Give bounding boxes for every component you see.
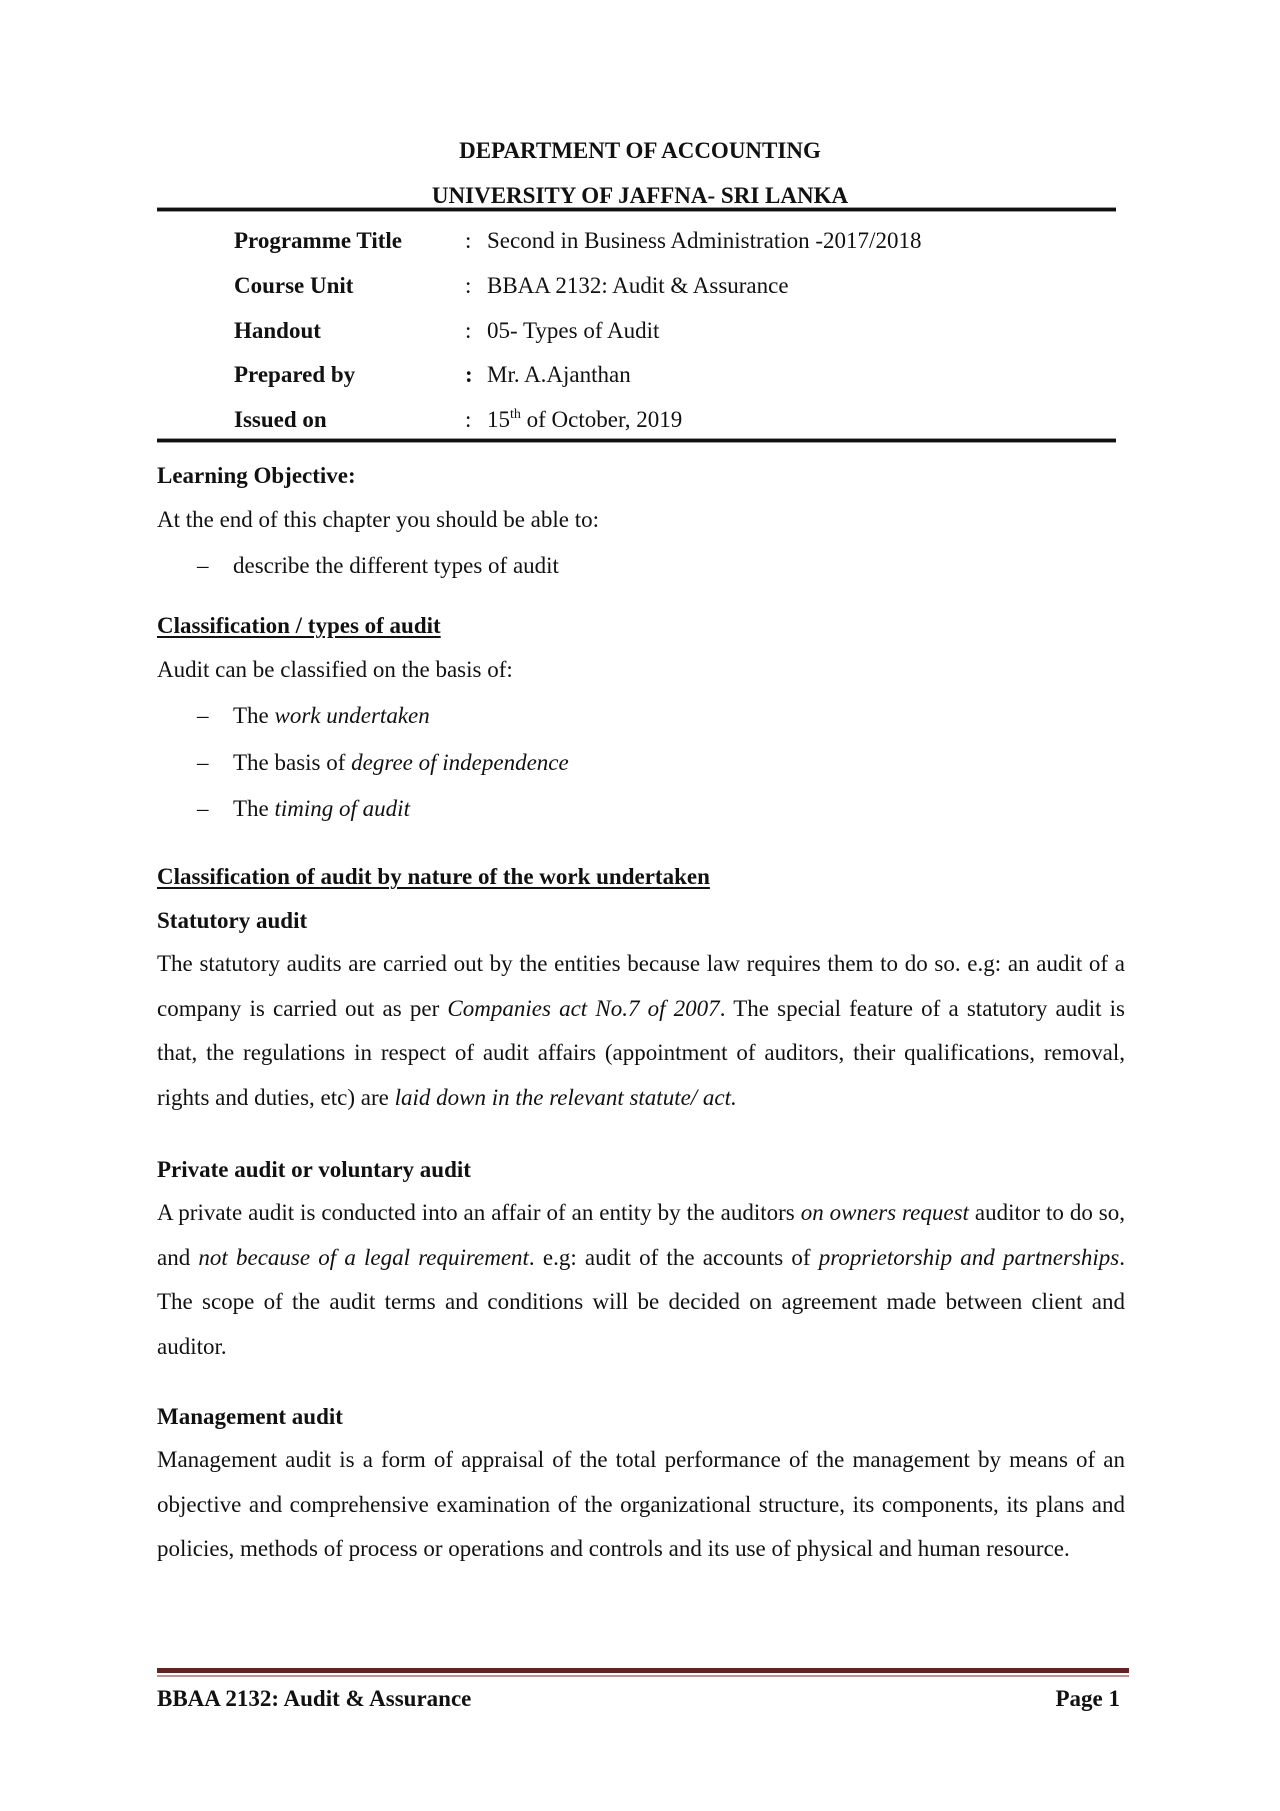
private-audit-paragraph (157, 1191, 1125, 1369)
header-top-rule (157, 208, 1116, 211)
classification-heading: Classification / types of audit (157, 613, 441, 638)
classification-bullet-work (233, 703, 430, 729)
course-unit-value: BBAA 2132: Audit & Assurance (487, 273, 789, 298)
classification-bullet-timing (233, 796, 410, 822)
bullet-text: The (233, 703, 275, 728)
header-bottom-rule (157, 439, 1116, 442)
issued-day: 15 (487, 407, 510, 432)
learning-objective-heading: Learning Objective: (157, 463, 356, 488)
paragraph-emphasis: proprietorship and partnerships (818, 1244, 1120, 1270)
paragraph-emphasis: not because of a legal requirement (198, 1244, 529, 1270)
issued-on-value (487, 407, 682, 433)
classification-intro: Audit can be classified on the basis of: (157, 657, 513, 682)
paragraph-text: . The scope of the audit terms and conditions will be decided on agreement made between client and auditor. (157, 1244, 1125, 1359)
paragraph-text: A private audit is conducted into an affair of an entity by the auditors (157, 1200, 801, 1225)
prepared-by-label: Prepared by (234, 362, 356, 387)
bullet-dash: – (197, 796, 209, 821)
bullet-emphasis: degree of independence (351, 750, 569, 775)
course-unit-label: Course Unit (234, 273, 354, 298)
handout-colon: : (465, 318, 472, 343)
management-audit-paragraph (157, 1438, 1125, 1572)
footer-course-title: BBAA 2132: Audit & Assurance (157, 1686, 472, 1711)
paragraph-emphasis: laid down in the relevant statute/ act. (394, 1084, 737, 1110)
programme-title-colon: : (465, 228, 472, 253)
footer-rule (157, 1668, 1129, 1673)
department-title: DEPARTMENT OF ACCOUNTING (459, 138, 821, 163)
issued-on-colon: : (465, 407, 472, 432)
paragraph-text: . e.g: audit of the accounts of (528, 1244, 819, 1270)
paragraph-emphasis: on owners request (800, 1200, 969, 1225)
management-audit-heading: Management audit (157, 1404, 343, 1429)
programme-title-label: Programme Title (234, 228, 402, 253)
handout-value: 05- Types of Audit (487, 318, 660, 343)
learning-objective-intro: At the end of this chapter you should be able to: (157, 507, 600, 532)
prepared-by-value: Mr. A.Ajanthan (487, 362, 631, 387)
bullet-dash: – (197, 703, 209, 728)
issued-on-label: Issued on (234, 407, 327, 432)
statutory-audit-paragraph (157, 942, 1125, 1120)
prepared-by-colon: : (465, 362, 473, 387)
university-title: UNIVERSITY OF JAFFNA- SRI LANKA (431, 183, 849, 208)
page-number: Page 1 (1055, 1686, 1120, 1711)
bullet-text: The (233, 796, 275, 821)
bullet-text: The basis of (233, 750, 352, 775)
paragraph-text: auditor to do so, and (157, 1200, 1125, 1270)
bullet-emphasis: work undertaken (274, 703, 430, 728)
footer-rule-thin (157, 1675, 1129, 1677)
paragraph-text: Management audit is a form of appraisal of the total performance of the management by means of an objective and comprehensive examination of the organizational structure, its components, its plans and policies, methods of process or operations and controls and its use of physical and human resource. (157, 1447, 1125, 1561)
bullet-dash: – (197, 553, 209, 578)
bullet-dash: – (197, 750, 209, 775)
handout-label: Handout (234, 318, 321, 343)
bullet-emphasis: timing of audit (274, 796, 410, 821)
issued-day-suffix: th (510, 407, 521, 422)
paragraph-emphasis: Companies act No.7 of 2007 (447, 995, 720, 1021)
issued-rest: of October, 2019 (520, 407, 683, 432)
statutory-audit-heading: Statutory audit (157, 908, 308, 933)
by-nature-heading: Classification of audit by nature of the work undertaken (157, 864, 710, 889)
course-unit-colon: : (465, 273, 472, 298)
paragraph-text: . The special feature of a statutory audit is that, the regulations in respect of audit affairs (appointment of auditors, their qualifications, removal, rights and duties, etc) are (157, 995, 1126, 1110)
programme-title-value: Second in Business Administration -2017/2018 (487, 228, 922, 253)
paragraph-text: The statutory audits are carried out by the entities because law requires them to do so. e.g: an audit of a company is carried out as per (157, 951, 1125, 1021)
learning-objective-bullet: describe the different types of audit (233, 553, 559, 578)
classification-bullet-independence (233, 750, 569, 776)
private-audit-heading: Private audit or voluntary audit (157, 1157, 471, 1182)
